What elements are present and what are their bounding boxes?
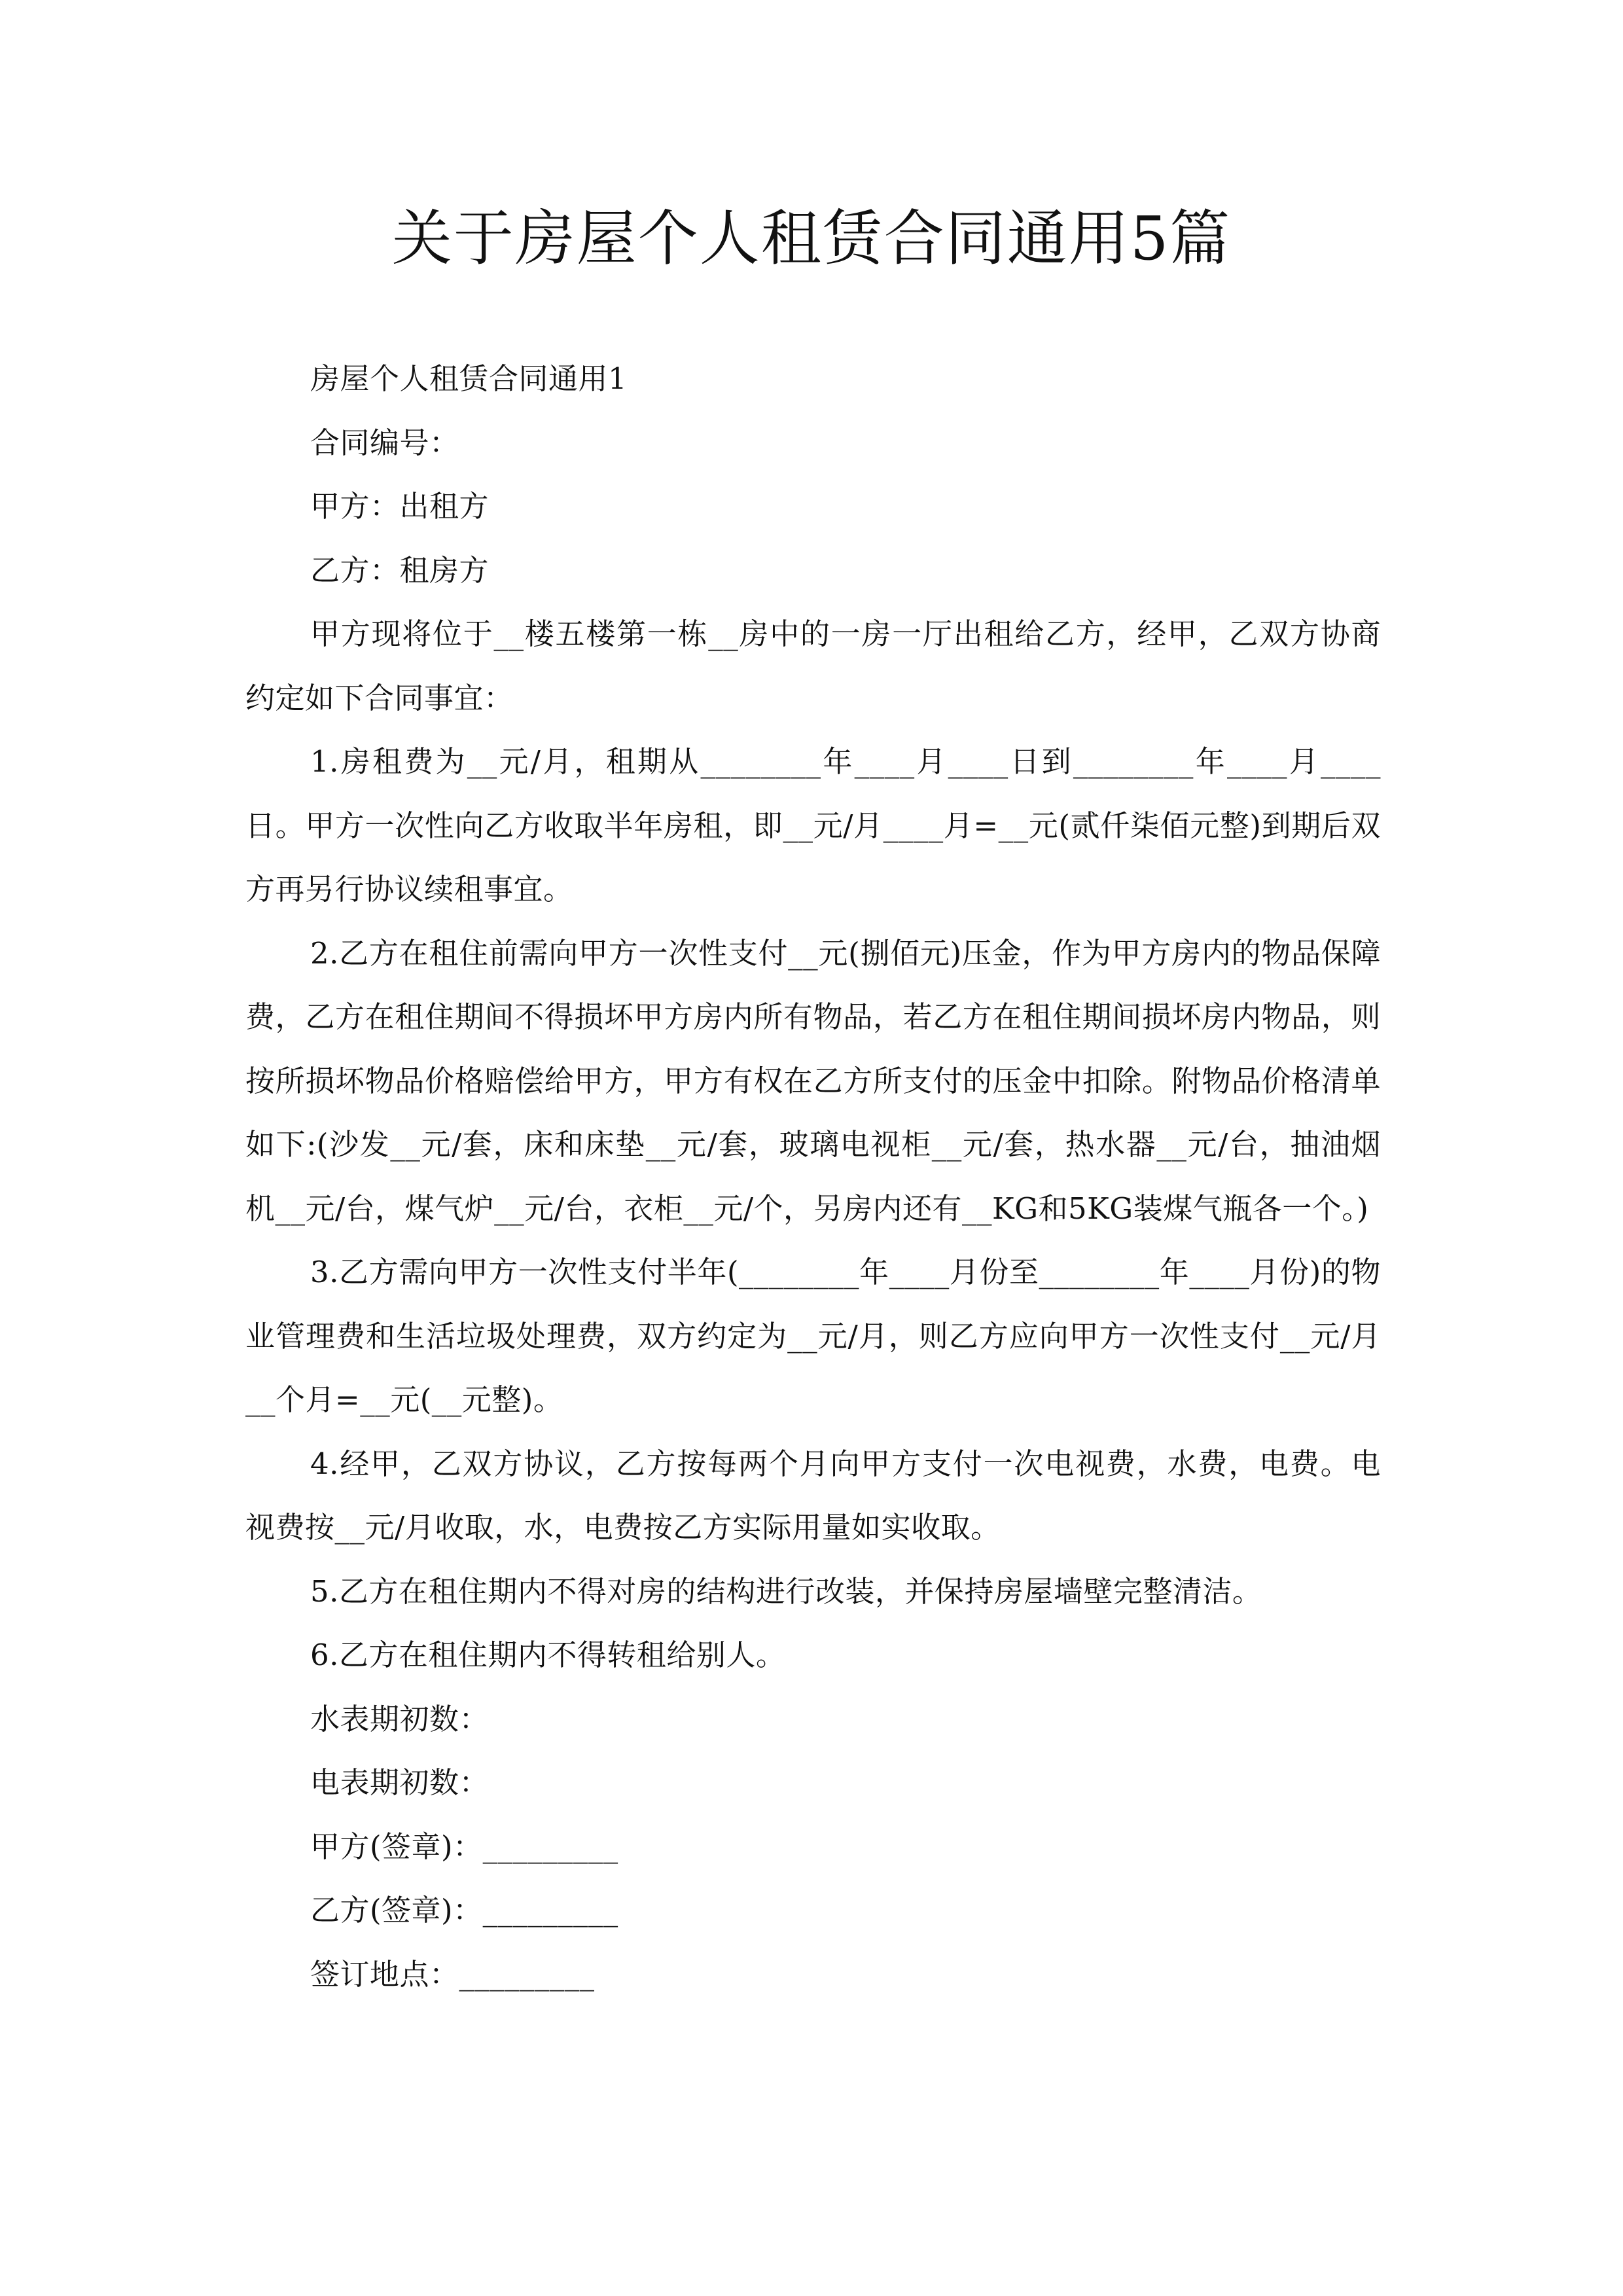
- clause-4: 4.经甲，乙双方协议，乙方按每两个月向甲方支付一次电视费，水费，电费。电视费按__元/月收取，水，电费按乙方实际用量如实收取。: [245, 1446, 1381, 1545]
- party-b-signature-blank: _________: [482, 1893, 618, 1928]
- party-a-line: 甲方：出租方: [310, 489, 490, 524]
- party-a-signature-row: [245, 1815, 1381, 1879]
- signing-place-blank: _________: [459, 1956, 595, 1992]
- document-body: [245, 347, 1381, 2006]
- clause-6: 6.乙方在租住期内不得转租给别人。: [310, 1638, 786, 1672]
- water-meter-label: 水表期初数：: [310, 1701, 490, 1736]
- electric-meter-label: 电表期初数：: [310, 1765, 490, 1800]
- party-b-line: 乙方：租房方: [310, 552, 490, 588]
- party-b-signature-label: 乙方(签章)：: [310, 1893, 483, 1928]
- clause-2: 2.乙方在租住前需向甲方一次性支付__元(捌佰元)压金，作为甲方房内的物品保障费，乙方在租住期间不得损坏甲方房内所有物品，若乙方在租住期间损坏房内物品，则按所损坏物品价格赔偿给甲方，甲方有权在乙方所支付的压金中扣除。附物品价格清单如下:(沙发__元/套，床和床垫__元/套，玻璃电视柜__元/套，热水器__元/台，抽油烟机__元/台，煤气炉__元/台，衣柜__元/个，另房内还有__KG和5KG装煤气瓶各一个。): [245, 935, 1381, 1226]
- signing-place-label: 签订地点：: [310, 1956, 459, 1992]
- document-title: 关于房屋个人租赁合同通用5篇: [391, 204, 1232, 274]
- contract-number-label: 合同编号：: [310, 425, 459, 460]
- section-heading: 房屋个人租赁合同通用1: [310, 361, 628, 396]
- clause-1: 1.房租费为__元/月，租期从________年____月____日到________年____月____日。甲方一次性向乙方收取半年房租，即__元/月____月=__元(贰仟柒佰元整)到期后双方再另行协议续租事宜。: [245, 744, 1381, 906]
- clause-3: 3.乙方需向甲方一次性支付半年(________年____月份至________年____月份)的物业管理费和生活垃圾处理费，双方约定为__元/月，则乙方应向甲方一次性支付__元/月__个月=__元(__元整)。: [245, 1255, 1381, 1417]
- intro-paragraph: 甲方现将位于__楼五楼第一栋__房中的一房一厅出租给乙方，经甲，乙双方协商约定如下合同事宜：: [245, 617, 1381, 715]
- party-a-signature-blank: _________: [482, 1829, 618, 1864]
- party-b-signature-row: [245, 1878, 1381, 1943]
- clause-5: 5.乙方在租住期内不得对房的结构进行改装，并保持房屋墙壁完整清洁。: [310, 1573, 1262, 1609]
- signing-place-row: [245, 1943, 1381, 2007]
- party-a-signature-label: 甲方(签章)：: [310, 1829, 483, 1864]
